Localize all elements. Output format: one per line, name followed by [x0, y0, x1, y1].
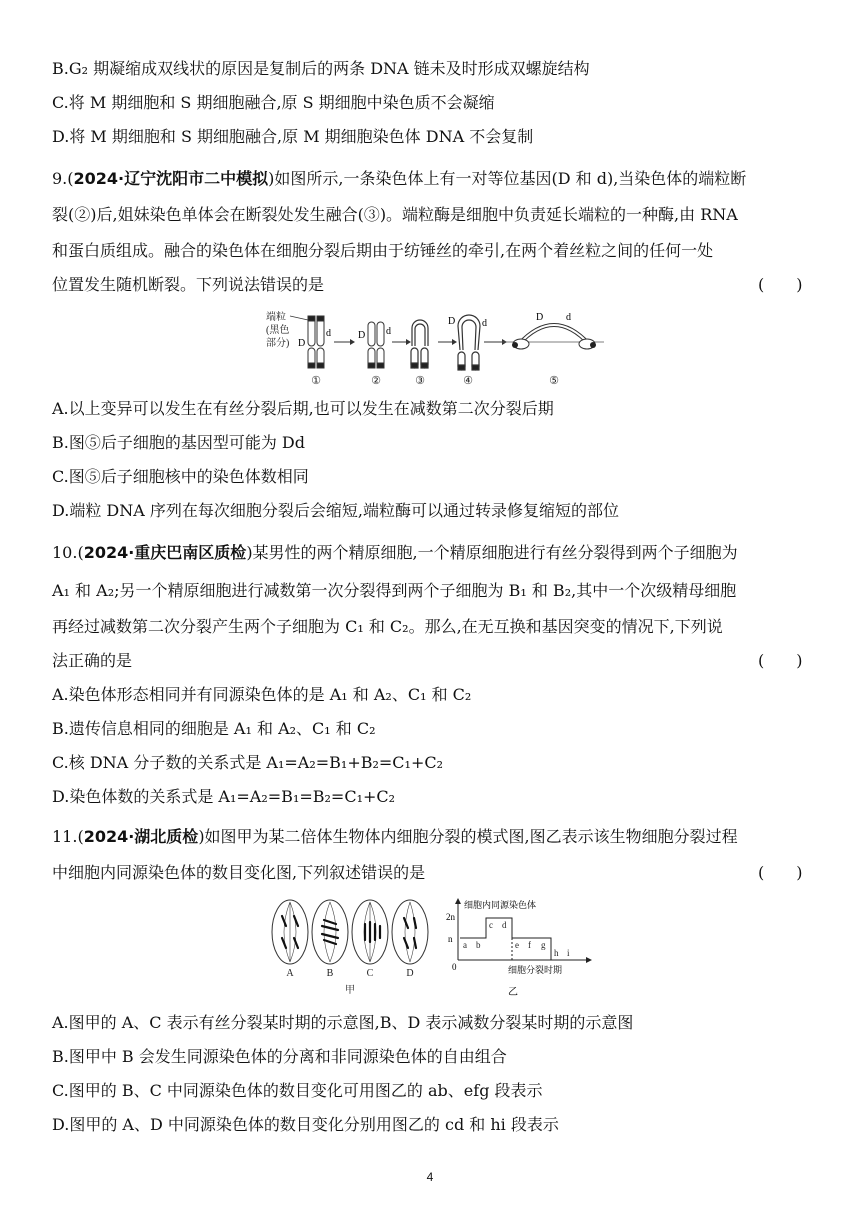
- q9-stem-line4: 位置发生随机断裂。下列说法错误的是: [52, 275, 325, 294]
- q9-stem-line1: [52, 168, 746, 190]
- segment-label-f: f: [528, 940, 531, 950]
- q11-stem-line2: 中细胞内同源染色体的数目变化图,下列叙述错误的是: [52, 863, 426, 882]
- question-source: 2024·湖北质检: [83, 827, 199, 846]
- step-label-4: ④: [463, 375, 473, 387]
- q11-option-c: C.图甲的 B、C 中同源染色体的数目变化可用图乙的 ab、efg 段表示: [52, 1081, 543, 1100]
- q9-stem-line2: 裂(②)后,姐妹染色单体会在断裂处发生融合(③)。端粒酶是细胞中负责延长端粒的一种酶,由 RNA: [52, 205, 738, 224]
- y-axis-label: 细胞内同源染色体: [464, 900, 537, 910]
- q9-option-a: A.以上变异可以发生在有丝分裂后期,也可以发生在减数第二次分裂后期: [52, 399, 554, 418]
- page-number: 4: [426, 1170, 434, 1184]
- chromosome-step-4: [458, 315, 480, 370]
- q10-stem-line3: 再经过减数第二次分裂产生两个子细胞为 C₁ 和 C₂。那么,在无互换和基因突变的情况下,下列说: [52, 617, 723, 636]
- segment-label-e: e: [515, 940, 519, 950]
- q11-stem-line1: [52, 826, 738, 848]
- q8-option-d: D.将 M 期细胞和 S 期细胞融合,原 M 期细胞染色体 DNA 不会复制: [52, 127, 534, 146]
- question-number: 11.(: [52, 827, 84, 846]
- stem-text: )某男性的两个精原细胞,一个精原细胞进行有丝分裂得到两个子细胞为: [246, 543, 738, 562]
- gene-d-upper-4: D: [448, 316, 456, 327]
- series-line: [460, 918, 577, 960]
- question-source: 2024·重庆巴南区质检: [83, 543, 247, 562]
- chromosome-step-3: [411, 320, 428, 368]
- q10-option-b: B.遗传信息相同的细胞是 A₁ 和 A₂、C₁ 和 C₂: [52, 719, 376, 738]
- stem-text: )如图甲为某二倍体生物体内细胞分裂的模式图,图乙表示该生物细胞分裂过程: [198, 827, 738, 846]
- q11-option-d: D.图甲的 A、D 中同源染色体的数目变化分别用图乙的 cd 和 hi 段表示: [52, 1115, 559, 1134]
- q9-answer-bracket: ( ): [758, 275, 803, 294]
- q9-option-c: C.图⑤后子细胞核中的染色体数相同: [52, 467, 309, 486]
- y-tick-n: n: [448, 934, 453, 944]
- cell-b: [312, 900, 348, 964]
- step-label-3: ③: [415, 375, 425, 387]
- q11-figure-jia: [270, 896, 442, 996]
- cell-label-d: D: [406, 968, 414, 979]
- step-label-2: ②: [371, 375, 381, 387]
- stem-text: )如图所示,一条染色体上有一对等位基因(D 和 d),当染色体的端粒断: [268, 169, 747, 188]
- q10-stem-line1: [52, 542, 738, 564]
- step-label-1: ①: [311, 375, 321, 387]
- gene-d-upper-1: D: [298, 338, 306, 349]
- figure-label-part: 部分): [266, 338, 290, 349]
- figure-caption-jia: 甲: [345, 985, 355, 996]
- segment-label-i: i: [567, 948, 570, 958]
- q10-answer-bracket: ( ): [758, 651, 803, 670]
- question-number: 9.(: [52, 169, 74, 188]
- y-tick-2n: 2n: [446, 912, 455, 922]
- q8-option-b: B.G₂ 期凝缩成双线状的原因是复制后的两条 DNA 链未及时形成双螺旋结构: [52, 59, 590, 78]
- gene-d-lower-4: d: [482, 318, 487, 329]
- x-axis-label: 细胞分裂时期: [508, 965, 563, 975]
- cell-label-b: B: [326, 968, 334, 979]
- segment-label-c: c: [489, 920, 493, 930]
- chromosome-step-5: [502, 325, 604, 349]
- data-series: [460, 918, 577, 960]
- q11-option-a: A.图甲的 A、C 表示有丝分裂某时期的示意图,B、D 表示减数分裂某时期的示意图: [52, 1013, 634, 1032]
- chromosome-step-1: [308, 316, 324, 368]
- gene-d-lower-1: d: [326, 328, 331, 339]
- figure-label-black: (黑色: [266, 325, 290, 336]
- chromosome-step-2: [368, 322, 384, 368]
- segment-label-a: a: [463, 940, 467, 950]
- q10-option-d: D.染色体数的关系式是 A₁=A₂=B₁=B₂=C₁+C₂: [52, 787, 396, 806]
- segment-label-d: d: [502, 920, 507, 930]
- segment-label-h: h: [554, 948, 559, 958]
- gene-d-lower-5: d: [566, 312, 571, 323]
- segment-label-g: g: [541, 940, 546, 950]
- cell-label-a: A: [286, 968, 294, 979]
- question-source: 2024·辽宁沈阳市二中模拟: [73, 169, 269, 188]
- q8-option-c: C.将 M 期细胞和 S 期细胞融合,原 S 期细胞中染色质不会凝缩: [52, 93, 495, 112]
- segment-label-b: b: [476, 940, 481, 950]
- gene-d-upper-5: D: [536, 312, 544, 323]
- q10-stem-line4: 法正确的是: [52, 651, 133, 670]
- q10-option-a: A.染色体形态相同并有同源染色体的是 A₁ 和 A₂、C₁ 和 C₂: [52, 685, 472, 704]
- q11-option-b: B.图甲中 B 会发生同源染色体的分离和非同源染色体的自由组合: [52, 1047, 507, 1066]
- question-number: 10.(: [52, 543, 84, 562]
- y-tick-0: 0: [452, 962, 457, 972]
- q9-stem-line3: 和蛋白质组成。融合的染色体在细胞分裂后期由于纺锤丝的牵引,在两个着丝粒之间的任何一处: [52, 241, 714, 260]
- q10-option-c: C.核 DNA 分子数的关系式是 A₁=A₂=B₁+B₂=C₁+C₂: [52, 753, 444, 772]
- cell-d: [392, 900, 428, 964]
- q9-option-d: D.端粒 DNA 序列在每次细胞分裂后会缩短,端粒酶可以通过转录修复缩短的部位: [52, 501, 619, 520]
- step-label-5: ⑤: [549, 375, 559, 387]
- gene-d-lower-2: d: [386, 326, 391, 337]
- q9-option-b: B.图⑤后子细胞的基因型可能为 Dd: [52, 433, 306, 452]
- q9-telomere-figure: [264, 306, 604, 388]
- gene-d-upper-2: D: [358, 330, 366, 341]
- q11-figure-yi: [446, 898, 596, 998]
- figure-label-telomere: 端粒: [266, 312, 286, 323]
- figure-caption-yi: 乙: [508, 987, 518, 998]
- cell-label-c: C: [366, 968, 374, 979]
- q11-answer-bracket: ( ): [758, 863, 803, 882]
- q10-stem-line2: A₁ 和 A₂;另一个精原细胞进行减数第一次分裂得到两个子细胞为 B₁ 和 B₂,其中一个次级精母细胞: [52, 581, 737, 600]
